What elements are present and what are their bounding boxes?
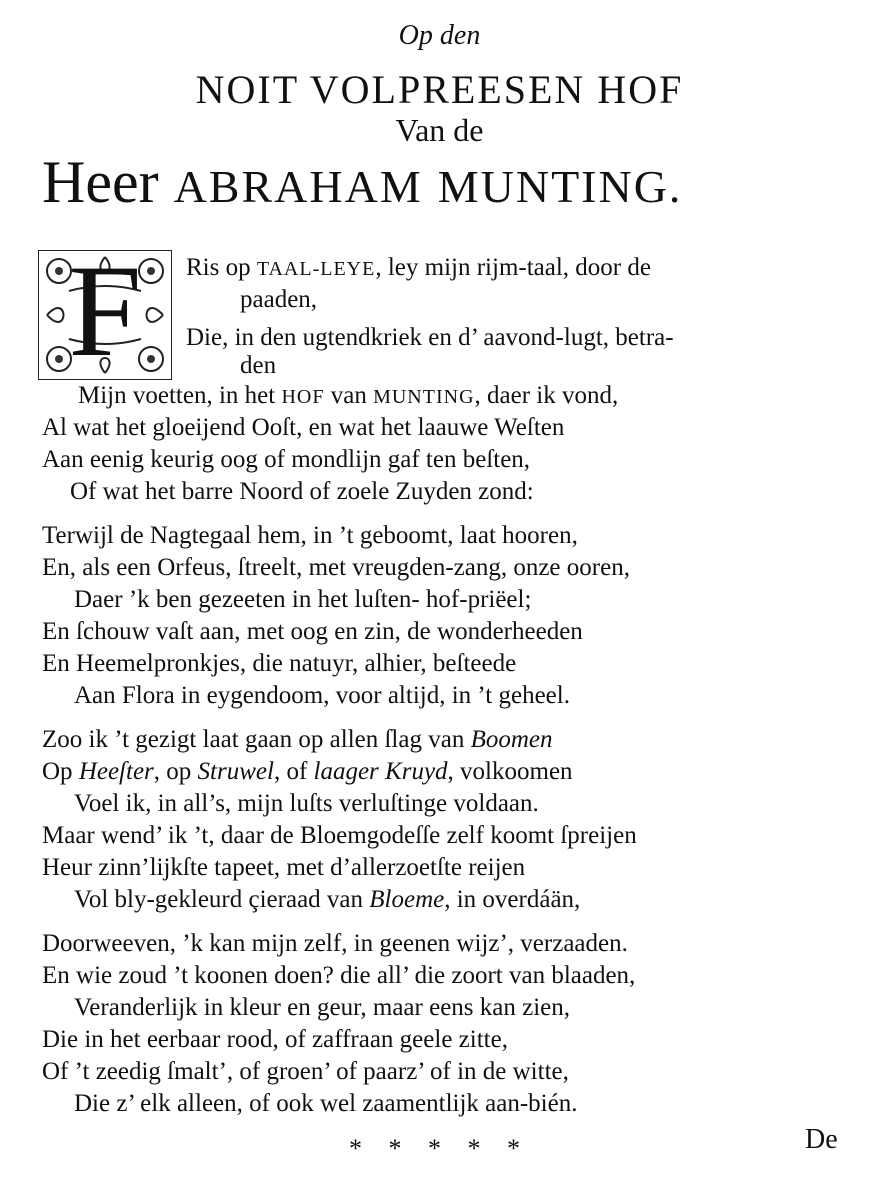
verse-line: Voel ik, in all’s, mijn luſts verluſtinge voldaan. [74,790,539,817]
verse-line: Die, in den ugtendkriek en d’ aavond-lugt, betra- [186,324,674,351]
drop-cap-letter: F [68,237,142,384]
verse-line: Heur zinn’lijkſte tapeet, met d’allerzoetſte reijen [42,854,526,881]
verse-line: Al wat het gloeijend Ooſt, en wat het laauwe Weſten [42,414,565,441]
verse-line: paaden, [240,286,318,313]
verse-line: Die in het eerbaar rood, of zaffraan geele zitte, [42,1026,508,1053]
heading-heer: Heer [42,149,159,215]
verse-line: Of ’t zeedig ſmalt’, of groen’ of paarz’ of in de witte, [42,1058,569,1085]
verse-line: Mijn voetten, in het HOF van MUNTING, daer ik vond, [78,382,619,409]
catchword: De [805,1124,838,1155]
heading-op-den: Op den [398,20,481,51]
verse-line: den [240,352,277,379]
verse-line: Aan Flora in eygendoom, voor altijd, in ’t geheel. [74,682,570,709]
decorated-initial [38,237,172,384]
verse-line: Maar wend’ ik ’t, daar de Bloemgodeſſe zelf koomt ſpreijen [42,822,637,849]
verse-line: Daer ’k ben gezeeten in het luſten- hof-priëel; [74,586,532,613]
heading-title: NOIT VOLPREESEN HOF [195,67,684,112]
verse-line: Ris op TAAL-LEYE, ley mijn rijm-taal, door de [186,254,651,281]
verse-line: Op Heeſter, op Struwel, of laager Kruyd, volkoomen [42,758,573,785]
verse-line: Vol bly-gekleurd çieraad van Bloeme, in overdáän, [74,886,581,913]
verse-line: Doorweeven, ’k kan mijn zelf, in geenen wijz’, verzaaden. [42,930,628,957]
verse-line: En Heemelpronkjes, die natuyr, alhier, beſteede [42,650,517,677]
heading-van-de: Van de [395,112,484,148]
ornament-stars: * * * * * [349,1134,530,1163]
verse-line: En, als een Orfeus, ſtreelt, met vreugden-zang, onze ooren, [42,554,630,581]
verse-line: Veranderlijk in kleur en geur, maar eens kan zien, [74,994,571,1021]
heading-name-last: MUNTING. [437,161,683,212]
heading-name-first: ABRAHAM [173,161,423,212]
verse-line: Terwijl de Nagtegaal hem, in ’t geboomt, laat hooren, [42,522,578,549]
verse-line: Die z’ elk alleen, of ook wel zaamentlijk aan-bién. [74,1090,578,1117]
verse-line: Of wat het barre Noord of zoele Zuyden zond: [70,478,534,505]
verse-line: En ſchouw vaſt aan, met oog en zin, de wonderheeden [42,618,583,645]
verse-line: Aan eenig keurig oog of mondlijn gaf ten beſten, [42,446,531,473]
verse-line: Zoo ik ’t gezigt laat gaan op allen ſlag van Boomen [42,726,553,753]
heading-name [42,148,682,217]
verse-line: En wie zoud ’t koonen doen? die all’ die zoort van blaaden, [42,962,636,989]
